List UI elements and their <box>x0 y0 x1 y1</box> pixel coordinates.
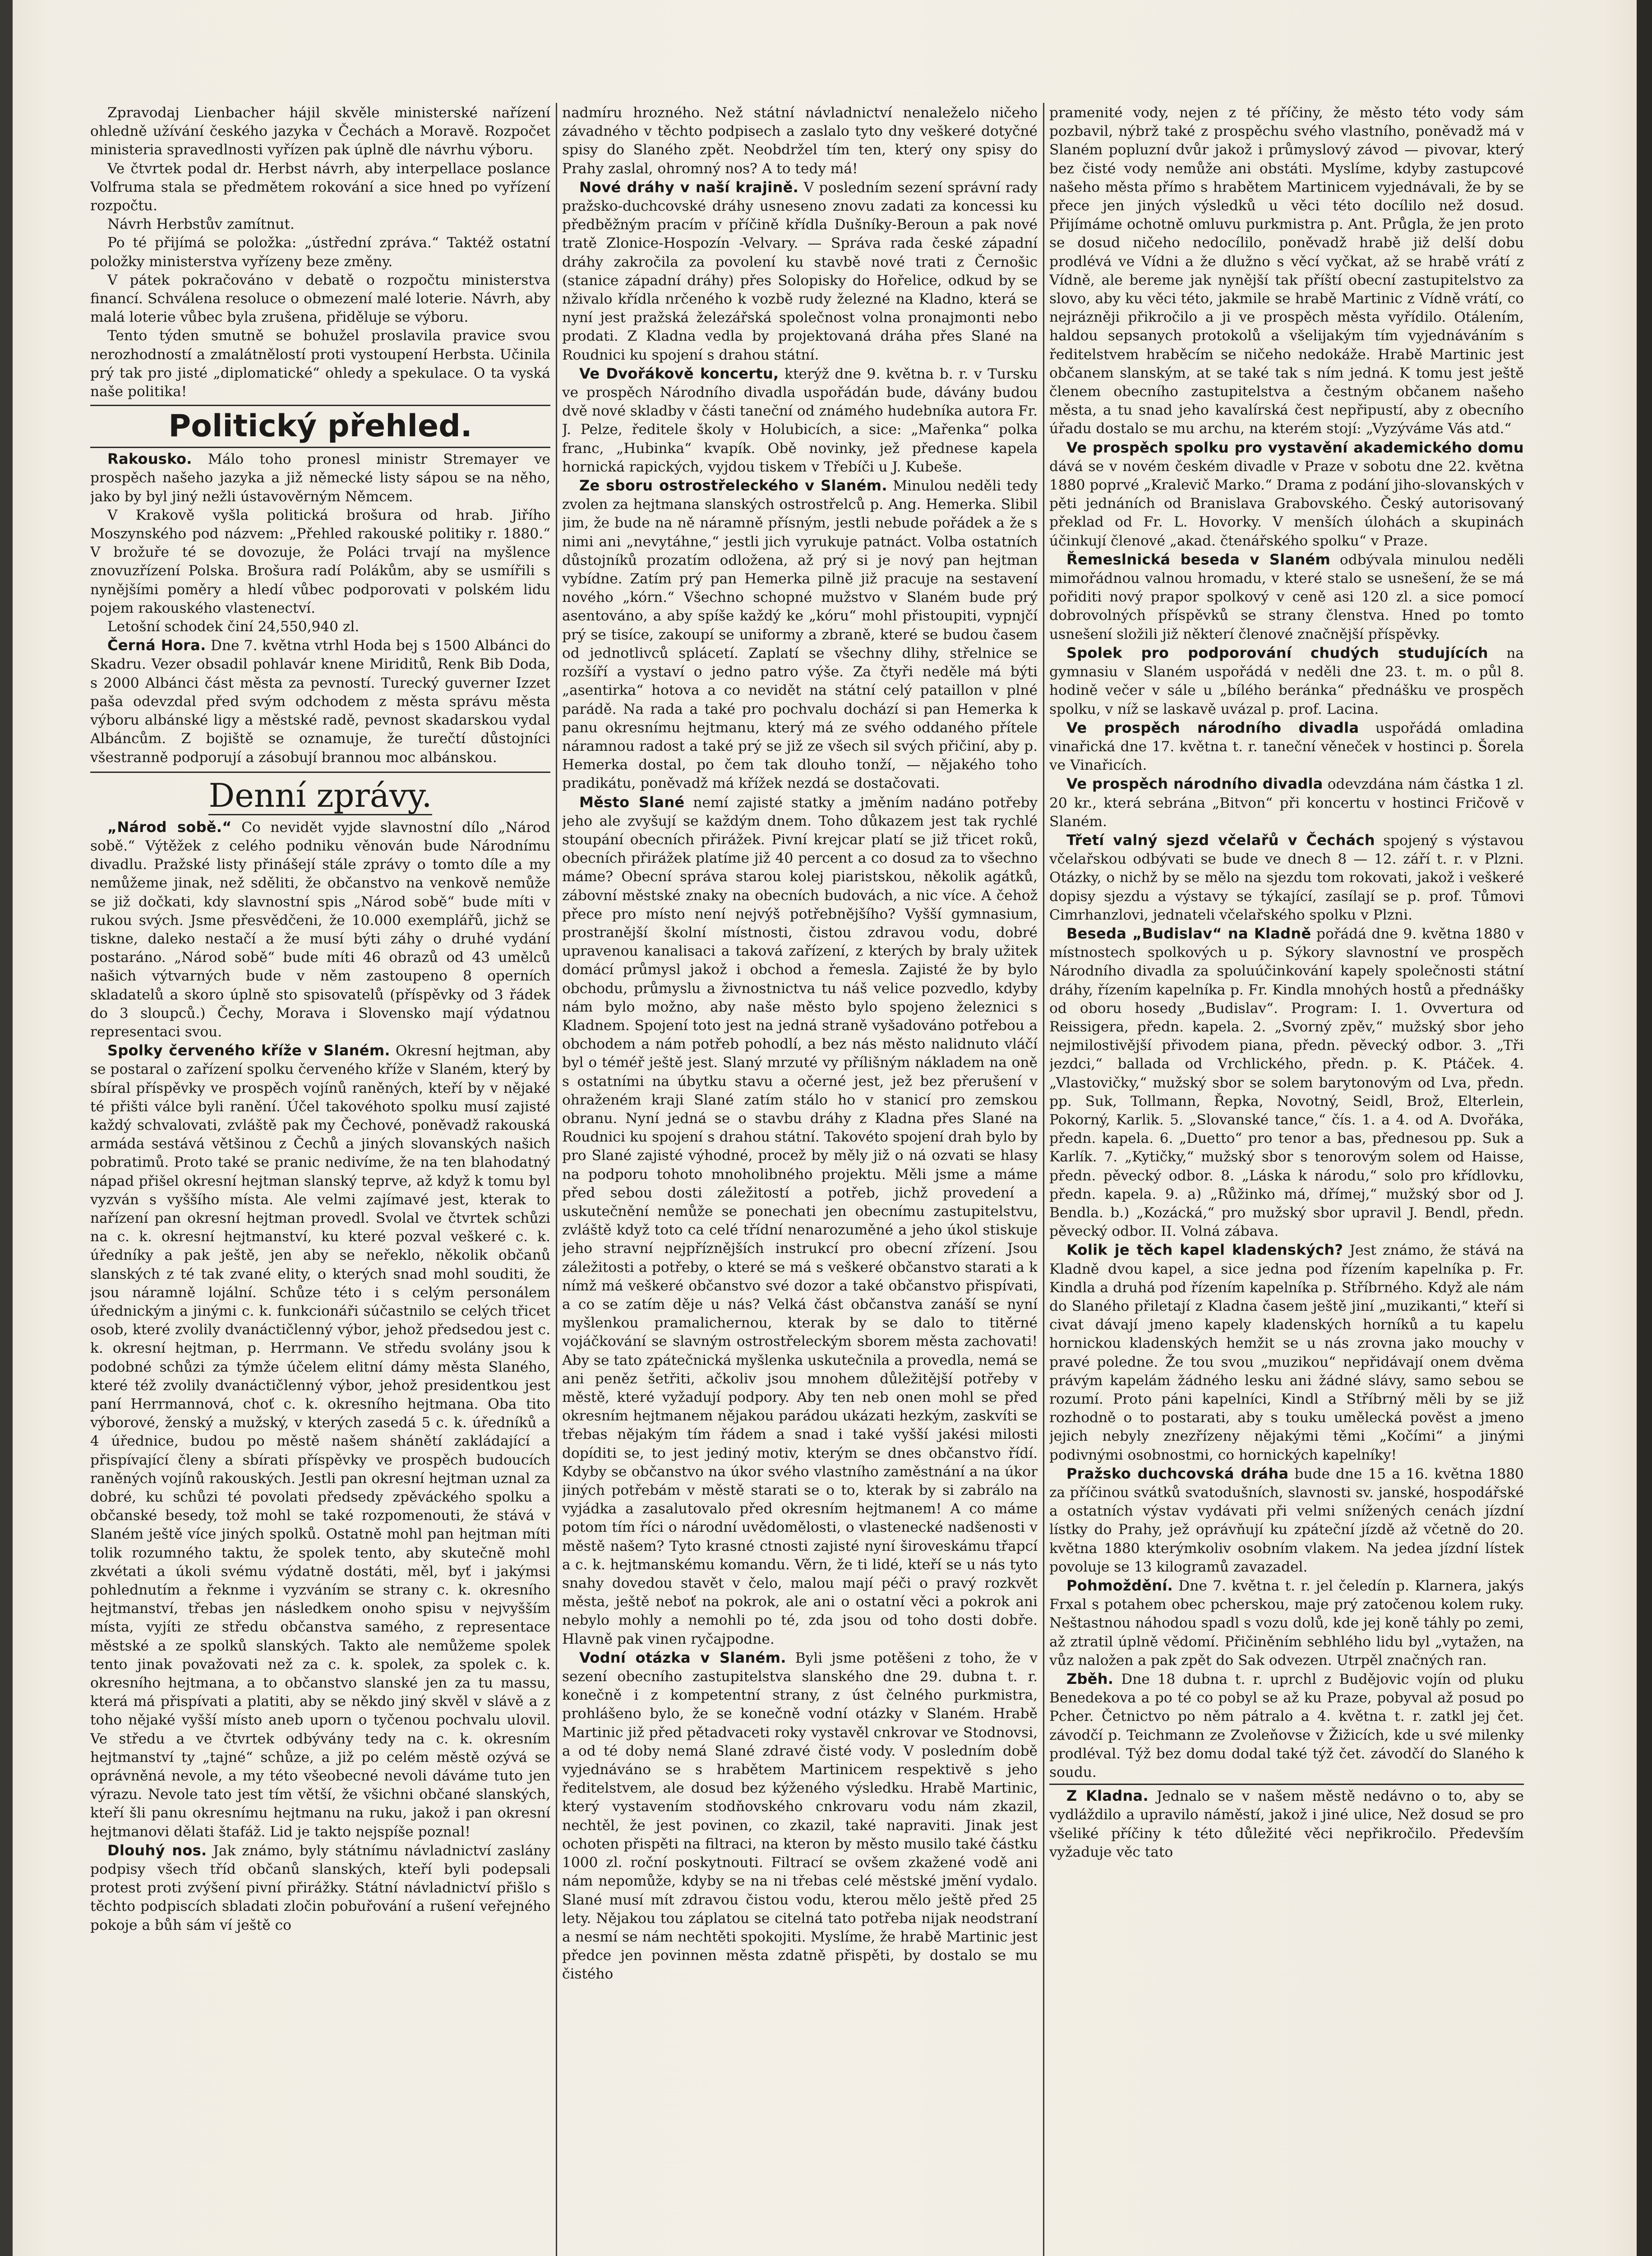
news-item-narodni-divadlo-1 <box>1049 719 1524 775</box>
news-item-zbeh <box>1049 1670 1524 1782</box>
news-lead: Pohmoždění. <box>1066 1577 1173 1595</box>
news-lead: Dlouhý nos. <box>107 1841 207 1859</box>
news-item-dlouhy-nos <box>90 1841 550 1935</box>
section-heading-text: Denní zprávy. <box>208 776 432 814</box>
news-item-vcelari <box>1049 831 1524 925</box>
news-text: Byli jsme potěšeni z toho, že v sezení obecního zastupitelstva slanského dne 29. dubna t. r. konečně i z kompetentní strany, z úst čelného purkmistra, prohlášeno bylo, že se konečně vodní otázky v Slaném. Hrabě Martinic již před pětadvaceti roky vystavěl cnkrovar ve Stodnovsi, a od té doby nemá Slané zdravé čisté vody. V posledním době vyjednáváno se s hrabětem Martinicem respektivě s jeho ředitelstvem, ale dosud bez kýženého výsledku. Hrabě Martinic, který vystavením stodňovského cnkrovaru vodu nám zkazil, nechtěl, že jest povinen, co zkazil, také napraviti. Jinak jest ochoten přispěti na filtraci, na kteron by město musilo také částku 1000 zl. roční poskytnouti. Filtrací se ovšem zkažené vodě ani nám nepomůže, kdyby se na ni třebas celé městské jmění vydalo. Slané musí mít zdravou čistou vodu, kterou mělo ještě před 25 lety. Nějakou tou záplatou se citelná tato potřeba nijak neodstraní a nesmí se nám nechtěti spokojiti. Myslíme, že hrabě Martinic jest předce jen povinnen města zdatně přispěti, by dostalo se mu čistého <box>562 1650 1038 1983</box>
news-item-spolek-studujicich <box>1049 644 1524 719</box>
column-rule-1 <box>556 103 557 2256</box>
news-text: Co nevidět vyjde slavnostní dílo „Národ sobě.“ Výtěžek z celého podniku věnován bude Národnímu divadlu. Pražské listy přinášejí stále zprávy o tomto díle a my nemůžeme jinak, než sděliti, že občanstvo na venkově nemůže se již dočkati, kdy slavnostní spis „Národ sobě“ bude míti v rukou svých. Jsme přesvědčeni, že 10.000 exemplářů, jichž se tiskne, daleko nestačí a že musí býti záhy o druhé vydání postaráno. „Národ sobě“ bude míti 46 obrazů od 43 umělců našich výtvarných bude v něm zastoupeno 8 operních skladatelů a skoro úplně sto spisovatelů (příspěvky od 3 řádek do 3 sloupců.) Čechy, Morava i Slovensko mají výdatnou representaci svou. <box>90 819 550 1040</box>
news-lead: Pražsko duchcovská dráha <box>1066 1465 1289 1482</box>
article-paragraph: V Krakově vyšla politická brošura od hrab. Jiřího Moszynského pod názvem: „Přehled rakouské politiky r. 1880.“ V brožuře té se dovozuje, že Poláci trvají na myšlence znovuzřízení Polska. Brošura radí Polákům, aby se usmířili s nynějšími poměry a hledí vůbec podporovati v polském lidu pojem rakouského vlastenectví. <box>90 507 550 616</box>
column-2 <box>562 104 1038 2256</box>
section-heading-politicky-prehled: Politický přehled. <box>90 405 550 448</box>
news-item-z-kladna <box>1049 1787 1524 1862</box>
news-text: Jest známo, že stává na Kladně dvou kapel, a sice jedna pod řízením kapelníka p. Fr. Kindla a druhá pod řízením kapelníka p. Stříbrného. Když ale nám do Slaného přiletají z Kladna časem ještě jiní „muzikanti,“ kteří si civat dávají jmeno kapely kladenských horníků a tu kapelu hornickou kladenských hemžit se u nás zrovna jako mouchy v pravé poledne. Že tou svou „muzikou“ nepřidávají onem dvěma právým kapelám žádného lesku ani žádné slávy, samo sebou se rozumí. Proto páni kapelníci, Kindl a Stříbrný měli by se již rozhodně o to postarati, aby s touku umělecká pověst a jmeno jejich nebyly znezřízeny nějakými těmi „Kočími“ a jinými podivnými osobnostmi, co hornických kapelníky! <box>1049 1242 1524 1463</box>
news-lead: „Národ sobě.“ <box>107 818 232 836</box>
news-text: Minulou neděli tedy zvolen za hejtmana slanských ostrostřelců p. Ang. Hemerka. Slibil jim, že bude na ně náramně přísným, jestli nebude pořádek a že s nimi ani „nevytáhne,“ jestli jich vyrukuje patnáct. Volba ostatních důstojníků prozatím odložena, až prý si je nový pan hejtman vybídne. Zatím prý pan Hemerka pilně již pracuje na sestavení nového „kórn.“ Všechno schopné mužstvo v Slaném bude prý asentováno, a aby spíše každý ke „kóru“ mohl přistoupiti, vypnjčí prý se tisíce, zakoupí se uniformy a zbraně, které se budou časem od jednotlivců splácetí. Zaplatí se všechny dlihy, střelnice se rozšíří a vystaví o jedno patro výše. Za čtyři neděle má býti „asentirka“ hotova a co nevidět na státní celý pataillon v plné parádě. Na rada a také pro pochvalu dochází si pan Hemerka k panu okresnímu hejtmanu, který má ze svého oddaného přítele náramnou radost a také prý se již ze všech sil svých přičiní, aby p. Hemerka dostal, po čem tak dlouho tonží, — nějakého toho pradikátu, poněvadž má křížek nezdá se dostačovati. <box>562 478 1038 792</box>
news-item-budislav <box>1049 925 1524 1241</box>
news-lead: Zběh. <box>1066 1670 1114 1688</box>
news-text: Jednalo se v našem městě nedávno o to, aby se vydláždilo a upravilo náměstí, jakož i jiné ulice, Než dosud se pro všeliké příčiny k této důležité věci nepřikročilo. Především vyžaduje věc tato <box>1049 1788 1524 1860</box>
article-paragraph: Tento týden smutně se bohužel proslavila pravice svou nerozhodností a zmalátnělostí proti vystoupení Herbsta. Učinila prý tak pro jisté „diplomatické“ ohledy a spekulace. O ta vyská naše politika! <box>90 328 550 400</box>
news-lead: Černá Hora. <box>107 637 206 654</box>
news-item-mesto-slane <box>562 793 1038 1649</box>
news-item-duchcovska-draha <box>1049 1465 1524 1576</box>
news-text: Dne 7. května t. r. jel čeledín p. Klarnera, jakýs Frxal s potahem obec pcherskou, maje prý zatočenou kolem ruky. Neštastnou náhodou spadl s vozu dolů, kde jej koně táhly po zemi, až ztratil úplně vědomí. Přičiněním sebhlého lidu byl „vytažen, na vůz naložen a pak zpět do Sak odvezen. Utrpěl značných ran. <box>1049 1578 1524 1669</box>
scan-edge-left <box>0 0 13 2256</box>
section-divider <box>1049 1784 1524 1785</box>
news-item-cerna-hora <box>90 636 550 767</box>
article-paragraph: Zpravodaj Lienbacher hájil skvěle ministerské nařízení ohledně užívání českého jazyka v Čechách a Moravě. Rozpočet ministeria spravedlnosti vyřízen pak úplně dle návrhu výboru. <box>90 105 550 158</box>
news-item-remeslnicka-beseda <box>1049 550 1524 644</box>
news-item-pohmozdeni <box>1049 1576 1524 1670</box>
news-text: dává se v novém českém divadle v Praze v sobotu dne 22. května 1880 poprvé „Kralevič Marko.“ Drama z podání jiho-slovanských v pěti jednáních od Branislava Grabovského. Český autorisovaný překlad od Fr. L. Hovorky. V menších úlohách a skupinách účinkují členové „akad. čtenářského spolku“ v Praze. <box>1049 458 1524 549</box>
news-item-narod-sobe <box>90 818 550 1041</box>
column-3 <box>1049 104 1524 2256</box>
news-text: odevzdána nám částka 1 zl. 20 kr., která sebrána „Bitvon“ při koncertu v hostinci Fričově v Slaném. <box>1049 776 1524 830</box>
news-lead: Třetí valný sjezd včelařů v Čechách <box>1066 831 1375 849</box>
news-lead: Nové dráhy v naší krajině. <box>579 178 799 196</box>
column-rule-2 <box>1043 103 1044 2256</box>
news-text: pořádá dne 9. května 1880 v místnostech spolkových u p. Sýkory slavnostní ve prospěch Národního divadla za spoluúčinkování kapely společnosti státní dráhy, řízením kapelníka p. Fr. Kindla mnohých hostů a přednášky od oboru hosedy „Budislav“. Program: I. 1. Ovvertura od Reissigera, předn. kapela. 2. „Svorný zpěv,“ mužský sbor jeho nejmilostivější přivodem piana, předn. pěvecký odbor. 3. „Tři jezdci,“ ballada od Vrchlického, předn. p. K. Ptáček. 4. „Vlastovičky,“ mužský sbor se solem barytonovým od Lva, předn. pp. Suk, Tollmann, Řepka, Novotný, Seidl, Brož, Elterlein, Pokorný, Karlik. 5. „Slovanské tance,“ čís. 1. a 4. od A. Dvořáka, předn. kapela. 6. „Duetto“ pro tenor a bas, přednesou pp. Suk a Karlík. 7. „Kytičky,“ mužský sbor s tenorovým solem od Haisse, předn. pěvecký odbor. 8. „Láska k národu,“ solo pro křídlovku, předn. kapela. 9. a) „Růžinko má, dřímej,“ mužský sbor od J. Bendla. b.) „Kozácká,“ pro mužský sbor upravil J. Bendl, předn. pěvecký odbor. II. Volná zábava. <box>1049 925 1524 1240</box>
news-item-vodni-otazka <box>562 1649 1038 1984</box>
article-paragraph: Letošní schodek činí 24,550,940 zl. <box>107 619 360 635</box>
news-text: odbývala minulou neděli mimořádnou valnou hromadu, v které stalo se usnešení, že se má pořiditi nový prapor spolkový v ceně asi 120 zl. a sice pomocí dobrovolných příspěvků se strany členstva. Hned po tomto usnešení složili již některí členové značnější příspěvky. <box>1049 551 1524 643</box>
news-text: Dne 7. května vtrhl Hoda bej s 1500 Albánci do Skadru. Vezer obsadil pohlavár knene Miriditů, Renk Bib Doda, s 2000 Albánci část města za pevností. Turecký guverner Izzet paša odevzdal před svým odchodem z města správu města výboru albánské ligy a městské radě, pevnost skadarskou vydal Albáncům. Z bojiště se oznamuje, že turečtí důstojníci všestranně podporují a zásobují brannou moc albánskou. <box>90 638 550 766</box>
article-paragraph: nadmíru hrozného. Než státní návladnictví nenaleželo ničeho závadného v těchto podpisech a zaslalo tyto dny veškeré dotyčné spisy do Slaného zpět. Neobdržel tím ten, který ony spisy do Prahy zaslal, ohromný nos? A to tedy má! <box>562 105 1038 177</box>
section-heading-denni-zpravy <box>90 772 550 818</box>
news-lead: Rakousko. <box>107 450 192 468</box>
article-paragraph: Po té přijímá se položka: „ústřední zpráva.“ Taktéž ostatní položky ministerstva vyřízeny beze změny. <box>90 235 550 270</box>
news-item-narodni-divadlo-2 <box>1049 775 1524 831</box>
news-text: V posledním sezení správní rady pražsko-duchcovské dráhy usneseno znovu zadati za koncessi ku předběžným pracím v příčině křídla Dušníky-Beroun a pak nové tratě Zlonice-Hospozín -Velvary. — Správa rada české západní dráhy zakročila za povolení ku stavbě nové trati z Černošic (stanice západní dráhy) přes Solopisky do Hořelice, odkud by se nživalo křídla nrčeného k vozbě rudy železné na Kladno, která se nyní jest pražská železářská společnost volna pronajmonti nebo prodati. Z Kladna vedla by projektovaná dráha přes Slané na Roudnici ku spojení s drahou státní. <box>562 179 1038 363</box>
column-1 <box>90 104 550 2256</box>
news-lead: Řemeslnická beseda v Slaném <box>1066 550 1331 568</box>
news-item-akademicky-dum <box>1049 439 1524 550</box>
news-text: Dne 18 dubna t. r. uprchl z Budějovic vojín od pluku Benedekova a po té co pobyl se až ku Praze, pobyval až posud po Pcher. Četnictvo po něm pátralo a 4. května t. r. zatkl jej čet. závodčí p. Teichmann ze Zvoleňovse v Žižicích, kde u své milenky prodléval. Týž bez domu dodal také týž čet. závodčí do Slaného k soudu. <box>1049 1671 1524 1781</box>
article-paragraph: Návrh Herbstův zamítnut. <box>107 216 295 233</box>
news-lead: Ve prospěch spolku pro vystavění akademického domu <box>1066 439 1524 456</box>
news-item-sbor <box>562 476 1038 793</box>
news-text: na gymnasiu v Slaném uspořádá v neděli dne 23. t. m. o půl 8. hodině večer v sále u „bílého beránka“ přednášku ve prospěch spolku, v níž se laskavě uvázal p. prof. Lacina. <box>1049 645 1524 717</box>
news-text: Jak známo, byly státnímu návladnictví zaslány podpisy všech tříd občanů slanských, kteří byli podepsali protest proti zvýšení pivní přirážky. Státní návladnictví přišlo s těchto podpiscích sbladati zločin pobuřování a rušení veřejného pokoje a bůh sám ví ještě co <box>90 1842 550 1933</box>
news-text: Málo toho pronesl ministr Stremayer ve prospěch našeho jazyka a již německé listy sápou se na něho, jako by byl jiný nežli ústavověrným Němcem. <box>90 451 550 505</box>
news-item-kapely <box>1049 1241 1524 1464</box>
news-lead: Město Slané <box>579 793 685 811</box>
news-item-rakousko <box>90 450 550 506</box>
news-lead: Ve prospěch národního divadla <box>1066 719 1359 736</box>
news-lead: Beseda „Budislav“ na Kladně <box>1066 925 1311 942</box>
news-lead: Spolek pro podporování chudých studujících <box>1066 644 1488 661</box>
news-text: uspořádá omladina vinařická dne 17. května t. r. taneční věneček v hostinci p. Šorela ve Vinařicích. <box>1049 720 1524 774</box>
news-text: spojený s výstavou včelařskou odbývati se bude ve dnech 8 — 12. září t. r. v Plzni. Otázky, o nichž by se mělo na sjezdu tom rokovati, jakož i veškeré dopisy sjezdu a výstavy se týkající, zasílají se p. prof. Tůmovi Cimrhanzlovi, jednateli včelařského spolku v Plzni. <box>1049 832 1524 923</box>
article-paragraph: pramenité vody, nejen z té příčiny, že město této vody sám pozbavil, nýbrž také z prospěchu svého vlastního, poněvadž má v Slaném popluzní dvůr jakož i průmyslový závod — pivovar, který bez čisté vody nemůže ani obstáti. Myslíme, kdyby zastupcové našeho města přímo s hrabětem Martinicem vyjednávali, že by se přece jen jiných výsledků u věci této docílilo než dosud. Přijímáme ochotně omluvu purkmistra p. Ant. Průgla, že jen proto se dosud ničeho nedocílilo, poněvadž hrabě již delší dobu prodlévá ve Vídni a že dlužno s věcí vyčkat, až se hrabě vrátí z Vídně, ale bereme jak nynější tak příští obecní zastupitelstvo za slovo, aby ku věci této, jakmile se hrabě Martinic z Vídně vrátí, co nejrázněji přikročilo a ji ve prospěch města vyřídilo. Otálením, haldou sepsanych protokolů a všelijakým tím vyjednáváním s ředitelstvem hraběcím se ničeho nedokáže. Hrabě Martinic jest občanem slanským, at se také tak s ním jedná. K tomu jest ještě členem obecního zastupitelstva a čestným občanem našeho města, a tu snad jeho kavalírská čest nepřipustí, aby z obecního úřadu dostalo se mu archu, na kterém stojí: „Vyzýváme Vás atd.“ <box>1049 105 1524 437</box>
article-paragraph: Ve čtvrtek podal dr. Herbst návrh, aby interpellace poslance Volfruma stala se předmětem rokování a sice hned po vyřízení rozpočtu. <box>90 160 550 214</box>
news-item-dvorak <box>562 365 1038 476</box>
news-lead: Kolik je těch kapel kladenských? <box>1066 1241 1343 1259</box>
news-text: kterýž dne 9. května b. r. v Tursku ve prospěch Národního divadla uspořádán bude, dávány budou dvě nové skladby v části taneční od známého hudebníka autora Fr. J. Pelze, ředitele školy v Holubicích, a sice: „Mařenka“ polka franc, „Hubinka“ kvapík. Obě novinky, jež přednese kapela hornická rapických, vyjdou tiskem v Třebíči u J. Kubeše. <box>562 365 1038 475</box>
news-text: Okresní hejtman, aby se postaral o zařízení spolku červeného kříže v Slaném, který by sbíral příspěvky ve prospěch vojínů raněných, kteří by v nějaké té přišti válce byli ranění. Účel takovéhoto spolku musí zajisté každý schvalovati, zvláště pak my Čechové, poněvadž rakouská armáda sestává většinou z Čechů a jiných slovanských našich pobratimů. Proto také se pranic nedivíme, že na ten blahodatný nápad přišel okresní hejtman slanský teprve, až když k tomu byl vyzván s vyššího místa. Ale velmi zajímavé jest, kterak to nařízení pan okresní hejtman provedl. Svolal ve čtvrtek schůzi na c. k. okresní hejtmanství, ku které pozval veškeré c. k. úředníky a pak ještě, jen aby se neřeklo, několik občanů slanských z té tak zvané elity, o kterých snad mohl souditi, že jsou náramně lojální. Schůze této i s celým personálem úřednickým a jinými c. k. funkcionáři súčastnilo se celých třicet osob, které zvolily dvanáctičlenný výbor, jehož předsedou jest c. k. okresní hejtman, p. Herrmann. Ve středu svolány jsou k podobné schůzi za týmže účelem elitní dámy města Slaného, které též zvolily dvanáctičlenný výbor, jehož presidentkou jest paní Herrmannová, choť c. k. okresního hejtmana. Oba tito výborové, ženský a mužský, v kterých zasedá 5 c. k. úředníků a 4 úřednice, budou po městě našem shánětí zakládající a přispívající členy a sbírati příspěvky ve prospěch budoucích raněných vojínů rakouských. Jestli pan okresní hejtman uznal za dobré, ku schůzi té povolati předsedy zpěváckého spolku a občanské besedy, tož mohl se také rozpomenouti, že stává v Slaném ještě více jiných spolků. Ostatně mohl pan hejtman míti tolik rozumného taktu, že spolek tento, aby skutečně mohl zkvétati a úkoli svému výdatně dostáti, měl, byť i jakýmsi pohlednutím a řeknme i vyzváním se strany c. k. okresního hejtmanství, třebas jen následkem onoho spisu v nejvyšším místa, vyjíti ze středu občanstva samého, z representace městské a ze spolků slanských. Takto ale nemůžeme spolek tento jinak považovati než za c. k. spolek, za spolek c. k. okresního hejtmana, a to občanstvo slanské jen za tu massu, která má přispívati a platiti, aby se někdo jiný skvěl v slávě a z toho nějaké vyšší místo aneb uporn o tyčenou pochvalu ulovil. Ve středu a ve čtvrtek odbývány tedy na c. k. okresním hejtmanství ty „tajné“ schůze, a již po celém městě ozývá se oprávněná nevole, a my této všeobecné nevoli dáváme tuto jen výrazu. Nevole tato jest tím větší, že všichni občané slanských, kteří šli panu okresnímu hejtmanu na ruku, jakož i pan okresní hejtmanovi dělati štafáž. Lid je takto nejspíše poznal! <box>90 1043 550 1840</box>
news-lead: Ze sboru ostrostřeleckého v Slaném. <box>579 477 887 495</box>
news-item-cerveny-kriz <box>90 1041 550 1841</box>
news-item-nove-drahy <box>562 178 1038 365</box>
news-lead: Z Kladna. <box>1066 1787 1149 1805</box>
news-lead: Ve prospěch národního divadla <box>1066 775 1323 793</box>
news-text: bude dne 15 a 16. května 1880 za příčinou svátků svatodušních, slavnosti sv. janské, hospodářské a ostatních výstav vydávati při velmi snížených cenách jízdní lístky do Prahy, jež oprávňují ku zpáteční jízdě až včetně do 20. května 1880 kterýmkoliv osobním vlakem. Na jedea jízdní lístek povoluje se 13 kilogramů zavazadel. <box>1049 1465 1524 1575</box>
article-paragraph: V pátek pokračováno v debatě o rozpočtu ministerstva financí. Schválena resoluce o obmezení malé loterie. Návrh, aby malá loterie vůbec byla zrušena, přiděluje se výboru. <box>90 272 550 326</box>
news-lead: Ve Dvořákově koncertu, <box>579 365 779 382</box>
scan-edge-right <box>1637 0 1652 2256</box>
news-lead: Vodní otázka v Slaném. <box>579 1649 786 1666</box>
news-lead: Spolky červeného kříže v Slaném. <box>107 1042 390 1059</box>
news-text: nemí zajisté statky a jměním nadáno potřeby jeho ale zvyšují se každým dnem. Toho důkazem jest tak rychlé stoupání obecních přirážek. Pivní krejcar platí se již třicet roků, obecních přirážek platíme již 40 percent a co dosud za to všechno máme? Obecní správa starou kolej piaristskou, několik agátků, zábovní městské znaky na obecních budovách, a nic více. A čehož přece pro místo není nejvýš potřebnějšího? Vyšší gymnasium, prostranější školní místnosti, čistou zdravou vodu, dobré upravenou kanalisaci a taková zařízení, z kterých by braly užitek domácí průmysl jakož i obchod a řemesla. Zajisté že by bylo obchodu, průmyslu a živnostnictva tu náš velice pozvedlo, kdyby nám bylo možno, aby naše město bylo spojeno železnici s Kladnem. Spojení toto jest na jedná straně vyšadováno potřebou a obchodem a nám potřeb pohodlí, a bez nás město nalidnuto vláčí byl o téméř ještě jest. Slaný mrzuté vy přílišným nákladem na oně s ostatními na úbytku stavu a očerné jest, jež bez přerušení v ohraženém kraji Slané zatím stálo ho v stanicí pro zemskou obranu. Nyní jedná se o stavbu dráhy z Kladna přes Slané na Roudnici ku spojení s drahou státní. Takovéto spojení drah bylo by pro Slané zajisté výhodné, procež by měly již o ná ozvati se hlasy na podporu tohoto mnoholibného projektu. Měli jsme a máme před sebou dosti záležitostí a potřeb, jichž provedení a uskutečnění nemůže se ponechati jen obecnímu zastupitelstvu, zvláště když toto ca celé třídní nenarozuměné a jeho úkol stiskuje jeho stravní nejpříznějších instrukcí pro obecní zřízení. Jsou záležitosti a potřeby, o které se má s veškeré občanstvo starati a k nímž má veškeré občanstvo své dozor a také občanstvo přispívati, a co se zatím děje u nás? Velká část občanstva zanáší se nyní myšlenkou pramalichernou, kterak by se dalo to titěrné vojáčkování se slavným ostrostřeleckým sborem města zachovati! Aby se tato zpátečnická myšlenka uskutečnila a provedla, nemá se ani peněz šetřiti, ačkoliv jsou mnohem důležitější potřeby v městě, které vyžadují podpory. Aby ten neb onen mohl se před okresním hejtmanem nějakou parádou ukázati hezkým, zaskvíti se třebas nějakým tím řádem a snad i také vyšší jakési milosti dopíditi se, to jest jediný motiv, kterým se dnes občanstvo řídí. Kdyby se občanstvo na úkor svého vlastního zaměstnání a na úkor jiných potřebám v městě starati se o to, kterak by si zabrálo na vyjádka a zasalutovalo před okresním hejtmanem! A co máme potom tím říci o národní uvědomělosti, o vlastenecké nadšenosti v městě našem? Tyto krasné ctnosti zajisté nyní široveskámu třapcí a c. k. hejtmanskému komandu. Věrn, že ti lidé, kteří se u nás tyto snahy dovedou stavět v čelo, malou mají péči o pravý rozkvět města, ještě neboť na pokrok, ale ani o ostatní věci a pokrok ani nebylo mohly a nemohli po té, zda jsou od toho dosti dobře. Hlavně pak vinen ryčajpodne. <box>562 794 1038 1647</box>
